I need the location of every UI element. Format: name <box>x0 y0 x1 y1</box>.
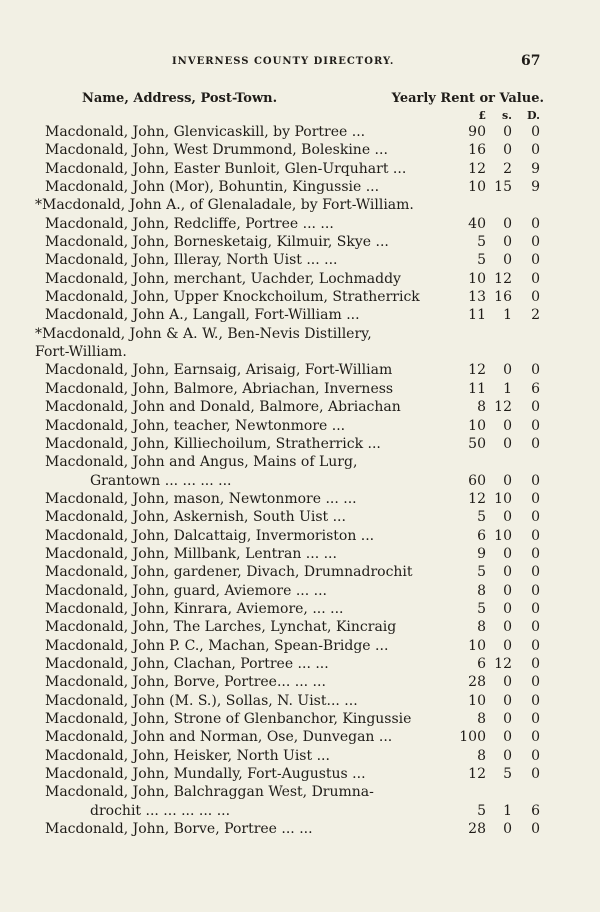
running-head-title: INVERNESS COUNTY DIRECTORY. <box>172 56 395 67</box>
directory-entry <box>0 765 600 783</box>
directory-entry <box>0 306 600 324</box>
directory-entry <box>0 673 600 691</box>
entry-text: Macdonald, John, gardener, Divach, Drumnadrochit <box>45 564 413 581</box>
directory-entries <box>0 123 600 838</box>
shillings-value: 0 <box>503 234 512 251</box>
column-headers <box>0 91 600 107</box>
pence-value: 0 <box>531 619 540 636</box>
pence-value: 0 <box>531 527 540 544</box>
entry-text: Macdonald, John, Earnsaig, Arisaig, Fort-William <box>45 362 393 379</box>
entry-text: Macdonald, John, Dalcattaig, Invermoriston ... <box>45 527 375 544</box>
pounds-value: 5 <box>477 234 486 251</box>
shillings-value: 1 <box>503 380 512 397</box>
entry-text: Macdonald, John (M. S.), Sollas, N. Uist... ... <box>45 692 358 709</box>
directory-entry <box>0 692 600 710</box>
shillings-value: 0 <box>503 472 512 489</box>
shillings-value: 12 <box>494 655 512 672</box>
shillings-value: 10 <box>494 490 512 507</box>
entry-text: Macdonald, John, Bornesketaig, Kilmuir, Skye ... <box>45 234 389 251</box>
shillings-value: 0 <box>503 545 512 562</box>
pounds-value: 12 <box>468 490 486 507</box>
entry-line <box>0 196 600 214</box>
pence-value: 0 <box>531 711 540 727</box>
entry-line <box>0 160 600 178</box>
pounds-value: 12 <box>468 766 486 783</box>
pence-value: 2 <box>531 307 540 324</box>
entry-line <box>0 417 600 435</box>
entry-line <box>0 325 600 343</box>
directory-entry <box>0 141 600 159</box>
directory-entry <box>0 820 600 838</box>
shillings-value: 0 <box>503 821 512 838</box>
pounds-value: 10 <box>468 179 486 196</box>
entry-line <box>0 306 600 324</box>
currency-units <box>0 109 600 123</box>
pence-value: 0 <box>531 234 540 251</box>
pence-value: 0 <box>531 582 540 599</box>
entry-text: Macdonald, John, Heisker, North Uist ... <box>45 747 330 764</box>
shillings-value: 0 <box>503 747 512 764</box>
page-number: 67 <box>521 53 541 69</box>
entry-text: Fort-William. <box>35 344 127 361</box>
pence-value: 0 <box>531 435 540 452</box>
pence-value: 0 <box>531 747 540 764</box>
directory-entry <box>0 178 600 196</box>
pounds-value: 5 <box>477 252 486 269</box>
pence-value: 0 <box>531 766 540 783</box>
entry-text: Macdonald, John, Killiechoilum, Stratherrick ... <box>45 435 381 452</box>
entry-line <box>0 527 600 545</box>
directory-entry <box>0 637 600 655</box>
pounds-value: 10 <box>468 270 486 287</box>
entry-line <box>0 655 600 673</box>
pence-value: 0 <box>531 289 540 306</box>
pence-value: 0 <box>531 545 540 562</box>
entry-line <box>0 215 600 233</box>
directory-entry <box>0 582 600 600</box>
pence-value: 0 <box>531 362 540 379</box>
entry-line <box>0 490 600 508</box>
shillings-value: 2 <box>503 160 512 177</box>
entry-text: Macdonald, John, Strone of Glenbanchor, Kingussie <box>45 711 412 727</box>
entry-text: Macdonald, John, West Drummond, Boleskine ... <box>45 142 388 159</box>
entry-line <box>0 508 600 526</box>
entry-text: Macdonald, John, Borve, Portree ... ... <box>45 821 313 838</box>
entry-text: Macdonald, John P. C., Machan, Spean-Bridge ... <box>45 637 389 654</box>
entry-line <box>0 453 600 471</box>
entry-line <box>0 178 600 196</box>
shillings-value: 1 <box>503 307 512 324</box>
entry-text: Macdonald, John, Clachan, Portree ... ... <box>45 655 329 672</box>
entry-text: Macdonald, John, guard, Aviemore ... ... <box>45 582 327 599</box>
shillings-value: 10 <box>494 527 512 544</box>
pence-value: 0 <box>531 417 540 434</box>
shillings-value: 0 <box>503 564 512 581</box>
shillings-value: 12 <box>494 399 512 416</box>
pounds-value: 9 <box>477 545 486 562</box>
pounds-value: 10 <box>468 692 486 709</box>
directory-entry <box>0 600 600 618</box>
entry-text: *Macdonald, John A., of Glenaladale, by Fort-William. <box>35 197 414 214</box>
pounds-value: 100 <box>459 729 486 746</box>
pence-value: 0 <box>531 637 540 654</box>
shillings-value: 0 <box>503 417 512 434</box>
entry-text: Macdonald, John and Angus, Mains of Lurg, <box>45 454 358 471</box>
entry-line <box>0 123 600 141</box>
pounds-value: 28 <box>468 674 486 691</box>
directory-entry <box>0 123 600 141</box>
directory-entry <box>0 563 600 581</box>
entry-text: Macdonald, John, Millbank, Lentran ... ... <box>45 545 337 562</box>
entry-line <box>0 141 600 159</box>
pence-value: 0 <box>531 692 540 709</box>
pounds-value: 5 <box>477 600 486 617</box>
pounds-value: 12 <box>468 160 486 177</box>
pounds-value: 8 <box>477 582 486 599</box>
entry-text: Macdonald, John, Kinrara, Aviemore, ... ... <box>45 600 344 617</box>
directory-entry <box>0 398 600 416</box>
directory-entry <box>0 783 600 820</box>
entry-line <box>0 563 600 581</box>
directory-entry <box>0 508 600 526</box>
pounds-value: 28 <box>468 821 486 838</box>
directory-entry <box>0 490 600 508</box>
pounds-value: 16 <box>468 142 486 159</box>
directory-entry <box>0 215 600 233</box>
directory-entry <box>0 361 600 379</box>
pence-value: 0 <box>531 270 540 287</box>
entry-text: Macdonald, John, The Larches, Lynchat, Kincraig <box>45 619 397 636</box>
shillings-value: 0 <box>503 729 512 746</box>
directory-entry <box>0 453 600 490</box>
pounds-value: 8 <box>477 747 486 764</box>
entry-line <box>0 692 600 710</box>
entry-text: Macdonald, John, merchant, Uachder, Lochmaddy <box>45 270 401 287</box>
entry-line <box>0 710 600 728</box>
entry-text: Macdonald, John (Mor), Bohuntin, Kingussie ... <box>45 179 380 196</box>
pence-value: 6 <box>531 802 540 819</box>
shillings-value: 0 <box>503 637 512 654</box>
shillings-value: 0 <box>503 711 512 727</box>
entry-line <box>0 380 600 398</box>
directory-entry <box>0 325 600 362</box>
shillings-value: 0 <box>503 252 512 269</box>
entry-line <box>0 765 600 783</box>
directory-entry <box>0 527 600 545</box>
pounds-value: 5 <box>477 509 486 526</box>
pence-value: 0 <box>531 490 540 507</box>
pounds-value: 5 <box>477 564 486 581</box>
pounds-value: 6 <box>477 527 486 544</box>
pounds-value: 10 <box>468 417 486 434</box>
entry-line <box>0 251 600 269</box>
entry-text: Macdonald, John, Balmore, Abriachan, Inverness <box>45 380 394 397</box>
shillings-value: 0 <box>503 619 512 636</box>
entry-line <box>0 728 600 746</box>
entry-line <box>0 545 600 563</box>
entry-line <box>0 820 600 838</box>
shillings-value: 0 <box>503 435 512 452</box>
name-column-header: Name, Address, Post-Town. <box>82 91 278 106</box>
pence-value: 9 <box>531 179 540 196</box>
pounds-value: 8 <box>477 711 486 727</box>
directory-entry <box>0 233 600 251</box>
pence-value: 0 <box>531 215 540 232</box>
entry-line <box>0 673 600 691</box>
pence-value: 0 <box>531 729 540 746</box>
shillings-value: 0 <box>503 215 512 232</box>
entry-text: Macdonald, John, Mundally, Fort-Augustus ... <box>45 766 366 783</box>
value-column-header: Yearly Rent or Value. <box>391 91 544 106</box>
entry-line <box>0 435 600 453</box>
directory-entry <box>0 380 600 398</box>
pence-value: 0 <box>531 600 540 617</box>
pence-value: 0 <box>531 252 540 269</box>
entry-text: Macdonald, John, Borve, Portree... ... ... <box>45 674 326 691</box>
shillings-value: 0 <box>503 600 512 617</box>
directory-entry <box>0 655 600 673</box>
entry-text: Macdonald, John, Easter Bunloit, Glen-Urquhart ... <box>45 160 407 177</box>
entry-text: Macdonald, John, Upper Knockchoilum, Stratherrick <box>45 289 420 306</box>
pounds-value: 40 <box>468 215 486 232</box>
pounds-value: 6 <box>477 655 486 672</box>
pence-value: 0 <box>531 399 540 416</box>
entry-line <box>0 582 600 600</box>
entry-text: Macdonald, John A., Langall, Fort-William ... <box>45 307 360 324</box>
entry-continuation-line <box>0 343 600 361</box>
shillings-value: 1 <box>503 802 512 819</box>
directory-entry <box>0 417 600 435</box>
pounds-value: 11 <box>468 380 486 397</box>
entry-text: drochit ... ... ... ... ... <box>90 802 231 819</box>
pence-value: 0 <box>531 655 540 672</box>
entry-line <box>0 637 600 655</box>
shillings-value: 0 <box>503 582 512 599</box>
entry-text: Macdonald, John, Illeray, North Uist ... ... <box>45 252 338 269</box>
shillings-value: 0 <box>503 692 512 709</box>
entry-continuation-line <box>0 802 600 820</box>
shillings-value: 0 <box>503 509 512 526</box>
shillings-value: 0 <box>503 142 512 159</box>
pounds-value: 8 <box>477 619 486 636</box>
pounds-value: 13 <box>468 289 486 306</box>
entry-line <box>0 361 600 379</box>
pence-value: 0 <box>531 821 540 838</box>
entry-line <box>0 618 600 636</box>
directory-entry <box>0 618 600 636</box>
shillings-value: 15 <box>494 179 512 196</box>
entry-line <box>0 398 600 416</box>
shillings-value: 12 <box>494 270 512 287</box>
entry-text: *Macdonald, John & A. W., Ben-Nevis Distillery, <box>35 325 372 342</box>
entry-line <box>0 270 600 288</box>
pounds-value: 90 <box>468 124 486 140</box>
entry-line <box>0 288 600 306</box>
pence-value: 9 <box>531 160 540 177</box>
pence-value: 0 <box>531 142 540 159</box>
pence-unit: D. <box>527 109 540 122</box>
entry-text: Macdonald, John, Glenvicaskill, by Portree ... <box>45 124 366 140</box>
pence-value: 0 <box>531 674 540 691</box>
directory-entry <box>0 435 600 453</box>
pence-value: 0 <box>531 564 540 581</box>
pounds-unit: £ <box>478 109 486 122</box>
entry-text: Macdonald, John and Donald, Balmore, Abriachan <box>45 399 401 416</box>
entry-line <box>0 783 600 801</box>
pounds-value: 8 <box>477 399 486 416</box>
entry-text: Macdonald, John, mason, Newtonmore ... ... <box>45 490 357 507</box>
pence-value: 6 <box>531 380 540 397</box>
entry-text: Macdonald, John, Askernish, South Uist ... <box>45 509 346 526</box>
running-head <box>0 53 600 72</box>
pence-value: 0 <box>531 509 540 526</box>
entry-text: Macdonald, John and Norman, Ose, Dunvegan ... <box>45 729 393 746</box>
shillings-unit: s. <box>501 109 512 122</box>
directory-entry <box>0 196 600 214</box>
directory-entry <box>0 747 600 765</box>
pence-value: 0 <box>531 472 540 489</box>
directory-entry <box>0 160 600 178</box>
shillings-value: 0 <box>503 362 512 379</box>
pounds-value: 50 <box>468 435 486 452</box>
entry-text: Macdonald, John, teacher, Newtonmore ... <box>45 417 346 434</box>
pounds-value: 12 <box>468 362 486 379</box>
pounds-value: 5 <box>477 802 486 819</box>
shillings-value: 16 <box>494 289 512 306</box>
entry-continuation-line <box>0 472 600 490</box>
entry-text: Macdonald, John, Redcliffe, Portree ... ... <box>45 215 334 232</box>
entry-line <box>0 747 600 765</box>
directory-entry <box>0 545 600 563</box>
shillings-value: 5 <box>503 766 512 783</box>
pounds-value: 60 <box>468 472 486 489</box>
directory-entry <box>0 728 600 746</box>
directory-entry <box>0 288 600 306</box>
entry-line <box>0 600 600 618</box>
directory-entry <box>0 270 600 288</box>
pounds-value: 11 <box>468 307 486 324</box>
shillings-value: 0 <box>503 124 512 140</box>
pounds-value: 10 <box>468 637 486 654</box>
pence-value: 0 <box>531 124 540 140</box>
directory-entry <box>0 710 600 728</box>
directory-entry <box>0 251 600 269</box>
shillings-value: 0 <box>503 674 512 691</box>
entry-line <box>0 233 600 251</box>
entry-text: Grantown ... ... ... ... <box>90 472 232 489</box>
entry-text: Macdonald, John, Balchraggan West, Drumna- <box>45 784 374 801</box>
